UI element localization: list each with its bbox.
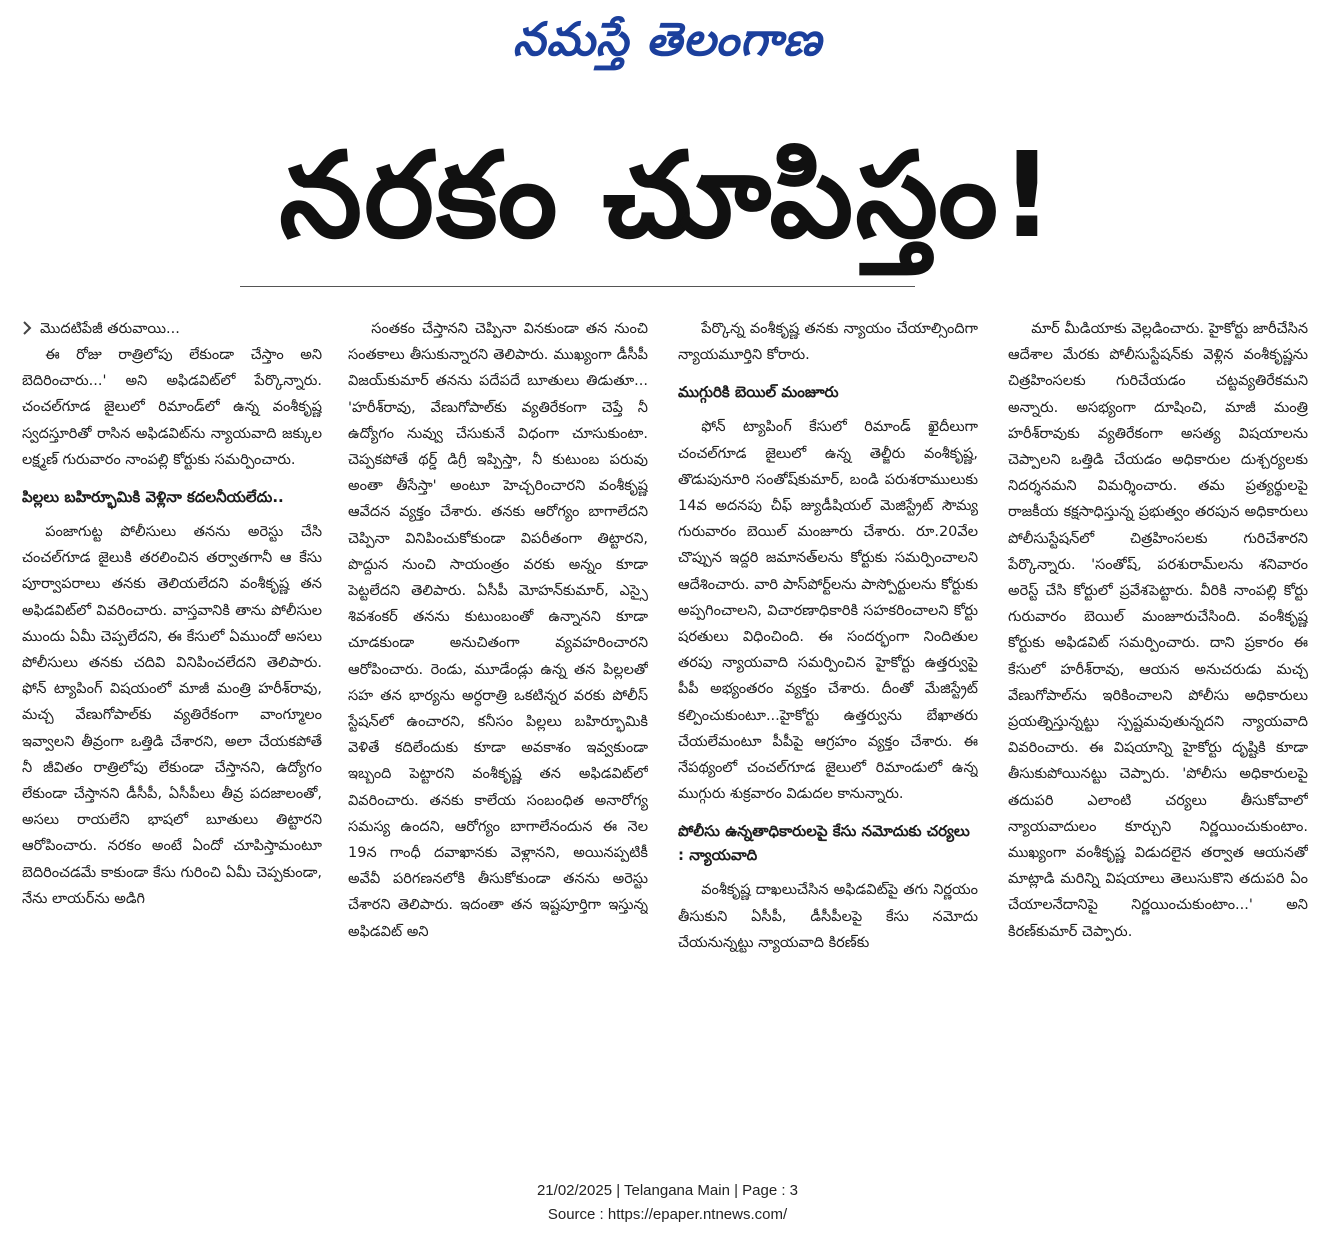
article-paragraph: సంతకం చేస్తానని చెప్పినా వినకుండా తన నుంచి సంతకాలు తీసుకున్నారని తెలిపారు. ముఖ్యంగా డీసీపీ విజయ్‌కుమార్‌ తనను పదేపదే బూతులు తిడుతూ... 'హరీశ్‌రావు, వేణుగోపాల్‌కు వ్యతిరేకంగా చెప్తే నీ ఉద్యోగం నువ్వు చేసుకునే విధంగా చూసుకుంటా. చెప్పకపోతే థర్డ్‌ డిగ్రీ ఇప్పిస్తా, నీ కుటుంబ పరువు అంతా తీసేస్తా' అంటూ హెచ్చరించారని వంశీకృష్ణ ఆవేదన వ్యక్తం చేశారు. తనకు ఆరోగ్యం బాగాలేదని చెప్పినా వినిపించుకోకుండా విపరీతంగా తిట్టారని, పొద్దున నుంచి సాయంత్రం వరకు అన్నం కూడా పెట్టలేదని తెలిపారు. ఏసీపీ మోహన్‌కుమార్‌, ఎస్సై శివశంకర్‌ తనను కుటుంబంతో ఉన్నానని కూడా చూడకుండా అనుచితంగా వ్యవహరించారని ఆరోపించారు. రెండు, మూడేండ్లు ఉన్న తన పిల్లలతో సహ తన భార్యను అర్ధరాత్రి ఒకటిన్నర వరకు పోలీస్‌ స్టేషన్‌లో ఉంచారని, కనీసం పిల్లలు బహిర్భూమికి వెళితే కదిలేందుకు కూడా అవకాశం ఇవ్వకుండా ఇబ్బంది పెట్టారని వంశీకృష్ణ తన అఫిడవిట్‌లో వివరించారు. తనకు కాలేయ సంబంధిత అనారోగ్య సమస్య ఉందని, ఆరోగ్యం బాగాలేనందున ఈ నెల 19న గాంధీ దవాఖానకు వెళ్లానని, అయినప్పటికీ అవేవీ పరిగణనలోకి తీసుకోకుండా తనను అరెస్టు చేశారని తెలిపారు. ఇదంతా తన ఇష్టపూర్తిగా ఇస్తున్న అఫిడవిట్‌ అని <box>348 321 648 940</box>
section-subheading: పోలీసు ఉన్నతాధికారులపై కేసు నమోదుకు చర్యలు : న్యాయవాది <box>678 822 970 865</box>
article-paragraph: వంశీకృష్ణ దాఖలుచేసిన అఫిడవిట్‌పై తగు నిర్ణయం తీసుకుని ఏసీపీ, డీసీపీలపై కేసు నమోదు చేయనున్నట్టు న్యాయవాది కిరణ్‌కు <box>678 882 978 951</box>
article-column-1 <box>22 316 322 1106</box>
continuation-label: మొదటిపేజీ తరువాయి... <box>40 321 180 337</box>
page-info: 21/02/2025 | Telangana Main | Page : 3 <box>536 1182 799 1199</box>
headline-text: నరకం చూపిస్తం! <box>279 126 1056 264</box>
article-paragraph: ఈ రోజు రాత్రిలోపు లేకుండా చేస్తాం అని బెదిరించారు...' అని అఫిడవిట్‌లో పేర్కొన్నారు. చంచల్‌గూడ జైలులో రిమాండ్‌లో ఉన్న వంశీకృష్ణ స్వదస్తూరితో రాసిన అఫిడవిట్‌ను న్యాయవాది జక్కుల లక్ష్మణ్‌ గురువారం నాంపల్లి కోర్టుకు సమర్పించారు. <box>22 347 322 468</box>
article-column-4 <box>1008 316 1308 1106</box>
chevron-right-icon <box>22 321 32 335</box>
article-paragraph: మార్‌ మీడియాకు వెల్లడించారు. హైకోర్టు జారీచేసిన ఆదేశాల మేరకు పోలీసుస్టేషన్‌కు వెళ్లిన వంశీకృష్ణను చిత్రహింసలకు గురిచేయడం చట్టవ్యతిరేకమని అన్నారు. అసభ్యంగా దూషించి, మాజీ మంత్రి హరీశ్‌రావుకు వ్యతిరేకంగా అసత్య విషయాలను చెప్పాలని ఒత్తిడి చేయడం అధికారుల దుశ్చర్యలకు నిదర్శనమని విమర్శించారు. తమ ప్రత్యర్థులపై రాజకీయ కక్షసాధిస్తున్న ప్రభుత్వం తరపున అధికారులు పోలీసుస్టేషన్‌లో చిత్రహింసలకు గురిచేశారని పేర్కొన్నారు. 'సంతోష్‌, పరశురామ్‌లను శనివారం అరెస్ట్‌ చేసి కోర్టులో ప్రవేశపెట్టారు. వీరికి నాంపల్లి కోర్టు గురువారం బెయిల్‌ మంజూరుచేసింది. వంశీకృష్ణ కోర్టుకు అఫిడవిట్‌ సమర్పించారు. దాని ప్రకారం ఈ కేసులో హరీశ్‌రావు, ఆయన అనుచరుడు మచ్చ వేణుగోపాల్‌ను ఇరికించాలని పోలీసు అధికారులు ప్రయత్నిస్తున్నట్టు స్పష్టమవుతున్నదని న్యాయవాది వివరించారు. ఈ విషయాన్ని హైకోర్టు దృష్టికి కూడా తీసుకుపోయినట్టు చెప్పారు. 'పోలీసు అధికారులపై తదుపరి ఎలాంటి చర్యలు తీసుకోవాలో న్యాయవాదులం కూర్చుని నిర్ణయించుకుంటాం. ముఖ్యంగా వంశీకృష్ణ విడుదలైన తర్వాత ఆయనతో మాట్లాడి మరిన్ని విషయాలు తెలుసుకొని తదుపరి ఏం చేయాలనేదానిపై నిర్ణయించుకుంటాం...' అని కిరణ్‌కుమార్‌ చెప్పారు. <box>1008 321 1308 940</box>
source-link[interactable]: Source : https://epaper.ntnews.com/ <box>547 1206 788 1223</box>
article-column-2 <box>348 316 648 1106</box>
article-paragraph: ఫోన్‌ ట్యాపింగ్‌ కేసులో రిమాండ్‌ ఖైదీలుగా చంచల్‌గూడ జైలులో ఉన్న తెల్జీరు వంశీకృష్ణ, తొడుపునూరి సంతోష్‌కుమార్‌, బండి పరుశరాములుకు 14వ అదనపు చీఫ్‌ జ్యుడీషియల్‌ మెజిస్ట్రేట్‌ సౌమ్య గురువారం బెయిల్‌ మంజూరు చేశారు. రూ.20వేల చొప్పున ఇద్దరి జమానత్‌లను కోర్టుకు సమర్పించాలని ఆదేశించారు. వారి పాస్‌పోర్ట్‌లను పాస్పోర్టులను కోర్టుకు అప్పగించాలని, విచారణాధికారికి సహకరించాలని కోర్టు షరతులు విధించింది. ఈ సందర్భంగా నిందితుల తరపు న్యాయవాది సమర్పించిన హైకోర్టు ఉత్తర్వుపై పీపీ అభ్యంతరం వ్యక్తం చేశారు. దీంతో మేజిస్ట్రేట్‌ కల్పించుకుంటూ...హైకోర్టు ఉత్తర్వును బేఖాతరు చేయలేమంటూ పీపీపై ఆగ్రహం వ్యక్తం చేశారు. ఈ నేపథ్యంలో చంచల్‌గూడ జైలులో రిమాండులో ఉన్న ముగ్గురు శుక్రవారం విడుదల కానున్నారు. <box>678 419 978 803</box>
article-paragraph: పేర్కొన్న వంశీకృష్ణ తనకు న్యాయం చేయాల్సిందిగా న్యాయమూర్తిని కోరారు. <box>678 321 978 364</box>
article-paragraph: పంజాగుట్ట పోలీసులు తనను అరెస్టు చేసి చంచల్‌గూడ జైలుకి తరలించిన తర్వాతగానీ ఆ కేసు పూర్వాపరాలు తనకు తెలియలేదని వంశీకృష్ణ తన అఫిడవిట్‌లో వివరించారు. వాస్తవానికి తాను పోలీసుల ముందు ఏమీ చెప్పలేదని, ఈ కేసులో ఏముందో అసలు పోలీసులు తనకు చదివి వినిపించలేదని తెలిపారు. ఫోన్‌ ట్యాపింగ్‌ విషయంలో మాజీ మంత్రి హరీశ్‌రావు, మచ్చ వేణుగోపాల్‌కు వ్యతిరేకంగా వాంగ్మూలం ఇవ్వాలని తీవ్రంగా ఒత్తిడి చేశారని, అలా చేయకపోతే నీ జీవితం రాత్రిలోపు లేకుండా చేస్తానని, ఉద్యోగం లేకుండా చేస్తానని డీసీపీ, ఏసీపీలు తీవ్ర పదజాలంతో, అసలు రాయలేని భాషలో బూతులు తిట్టారని ఆరోపించారు. నరకం అంటే ఏందో చూపిస్తామంటూ బెదిరించడమే కాకుండా కేసు గురించి ఏమీ చెప్పకుండా, నేను లాయర్‌ను అడిగి <box>22 524 322 907</box>
masthead-title: నమస్తే తెలంగాణ <box>512 12 823 66</box>
headline-divider <box>240 286 915 287</box>
masthead-logo <box>0 6 1335 76</box>
continuation-marker <box>22 316 322 342</box>
article-column-3 <box>678 316 978 1106</box>
section-subheading: ముగ్గురికి బెయిల్‌ మంజూరు <box>678 383 839 402</box>
article-headline <box>0 112 1335 282</box>
section-subheading: పిల్లలు బహిర్భూమికి వెళ్లినా కదలనీయలేదు.. <box>22 488 284 507</box>
